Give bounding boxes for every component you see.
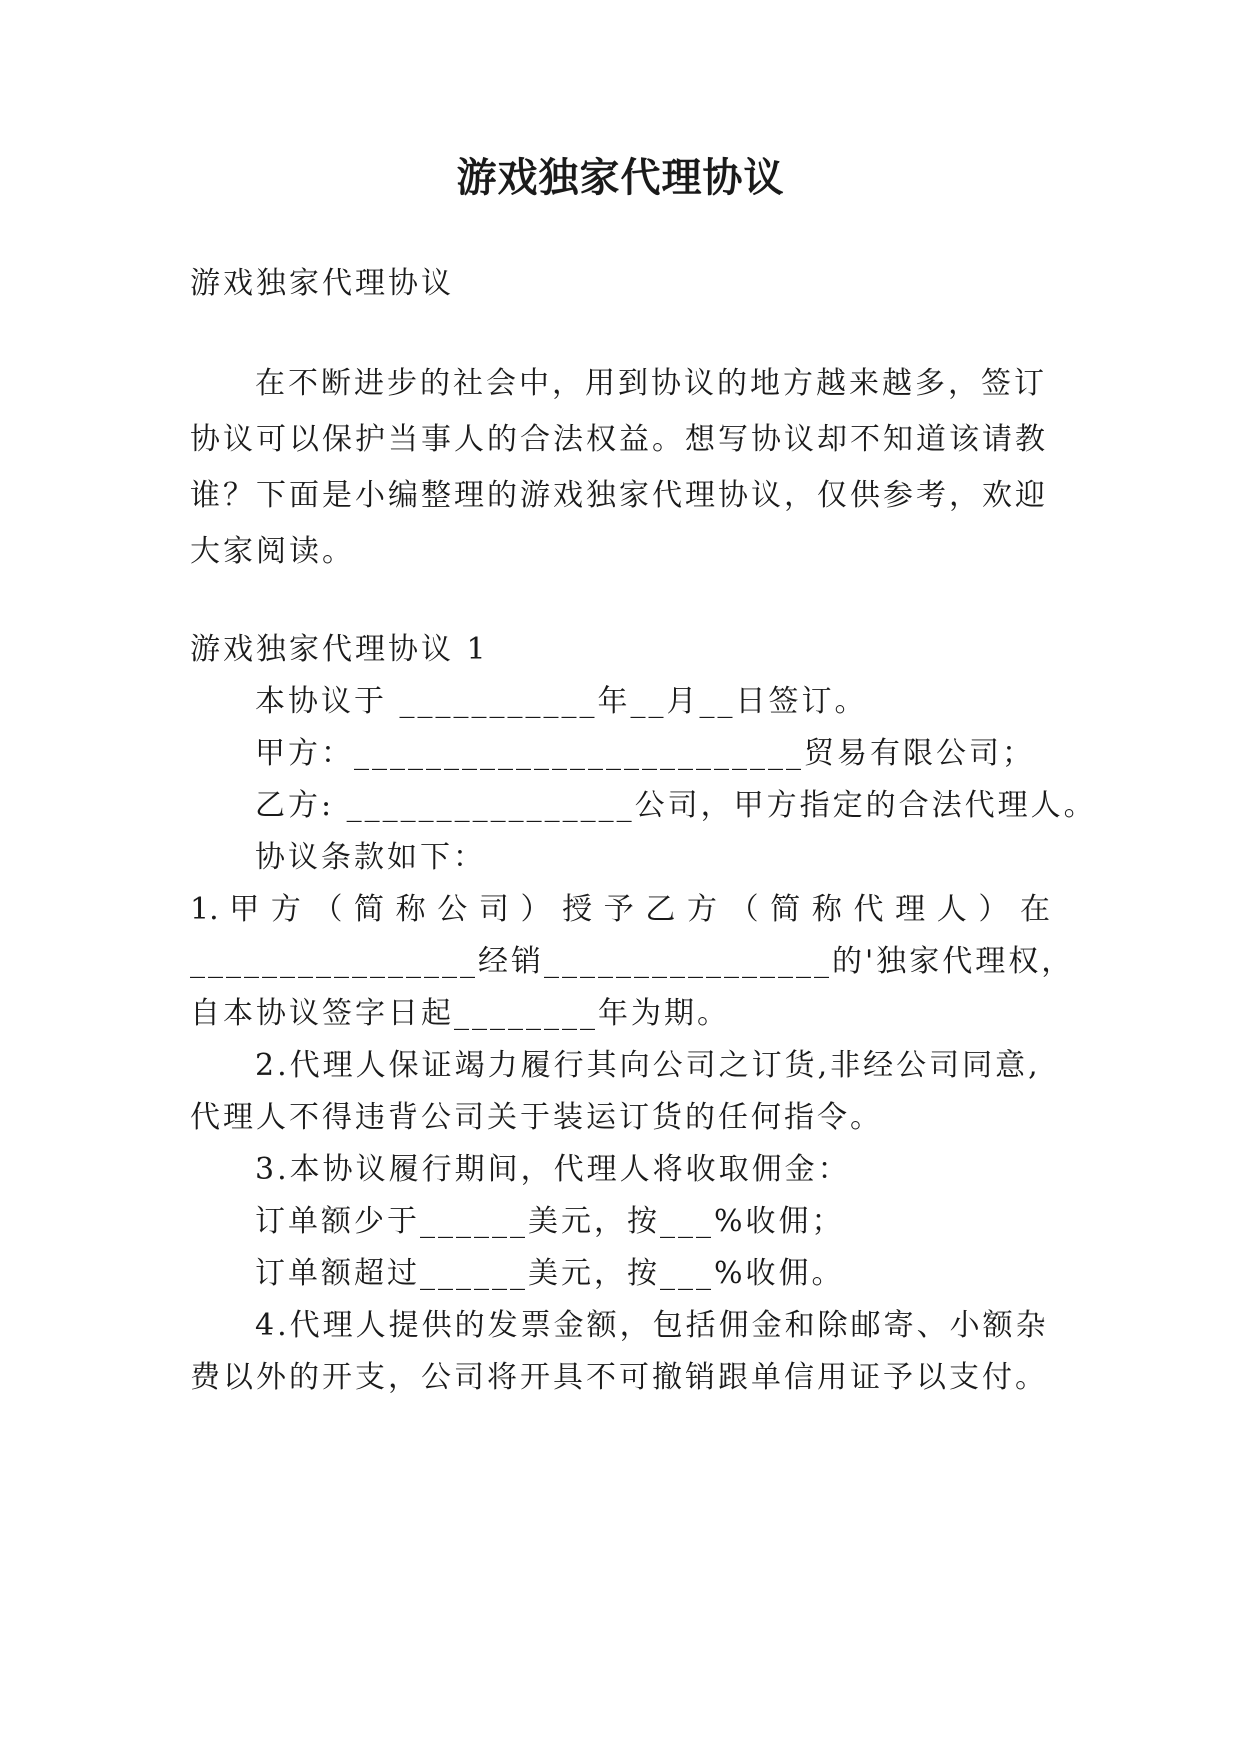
- clause-1-line-2: ________________经销________________的'独家代理权，: [190, 944, 1075, 979]
- party-a-line: 甲方：_________________________贸易有限公司；: [255, 736, 1035, 771]
- terms-heading: 协议条款如下：: [255, 840, 486, 875]
- clause-2-line-1: 2.代理人保证竭力履行其向公司之订货,非经公司同意,: [255, 1048, 1041, 1083]
- clause-2-line-2: 代理人不得违背公司关于装运订货的任何指令。: [190, 1100, 883, 1135]
- intro-line: 谁？下面是小编整理的游戏独家代理协议，仅供参考，欢迎: [190, 478, 1048, 513]
- intro-line: 在不断进步的社会中，用到协议的地方越来越多，签订: [255, 366, 1047, 401]
- clause-3-line-1: 3.本协议履行期间，代理人将收取佣金：: [255, 1152, 851, 1187]
- document-title: 游戏独家代理协议: [456, 154, 785, 201]
- clause-1-line-3: 自本协议签字日起________年为期。: [190, 996, 730, 1031]
- clause-4-line-1: 4.代理人提供的发票金额，包括佣金和除邮寄、小额杂: [255, 1308, 1049, 1343]
- document-subtitle: 游戏独家代理协议: [190, 266, 454, 301]
- commission-high-line: 订单额超过______美元，按___%收佣。: [255, 1256, 845, 1291]
- clause-1-line-1: 1. 甲 方 （ 简 称 公 司 ） 授 予 乙 方 （ 简 称 代 理 人 ） 在: [190, 892, 1050, 927]
- party-b-line: 乙方: ________________公司，甲方指定的合法代理人。: [255, 788, 1097, 823]
- section-heading: 游戏独家代理协议 1: [190, 632, 489, 667]
- clause-4-line-2: 费以外的开支，公司将开具不可撤销跟单信用证予以支付。: [190, 1360, 1048, 1395]
- intro-line: 协议可以保护当事人的合法权益。想写协议却不知道该请教: [190, 422, 1048, 457]
- commission-low-line: 订单额少于______美元，按___%收佣；: [255, 1204, 845, 1239]
- agreement-date-line: 本协议于 ___________年__月__日签订。: [255, 684, 868, 719]
- intro-line: 大家阅读。: [190, 534, 355, 569]
